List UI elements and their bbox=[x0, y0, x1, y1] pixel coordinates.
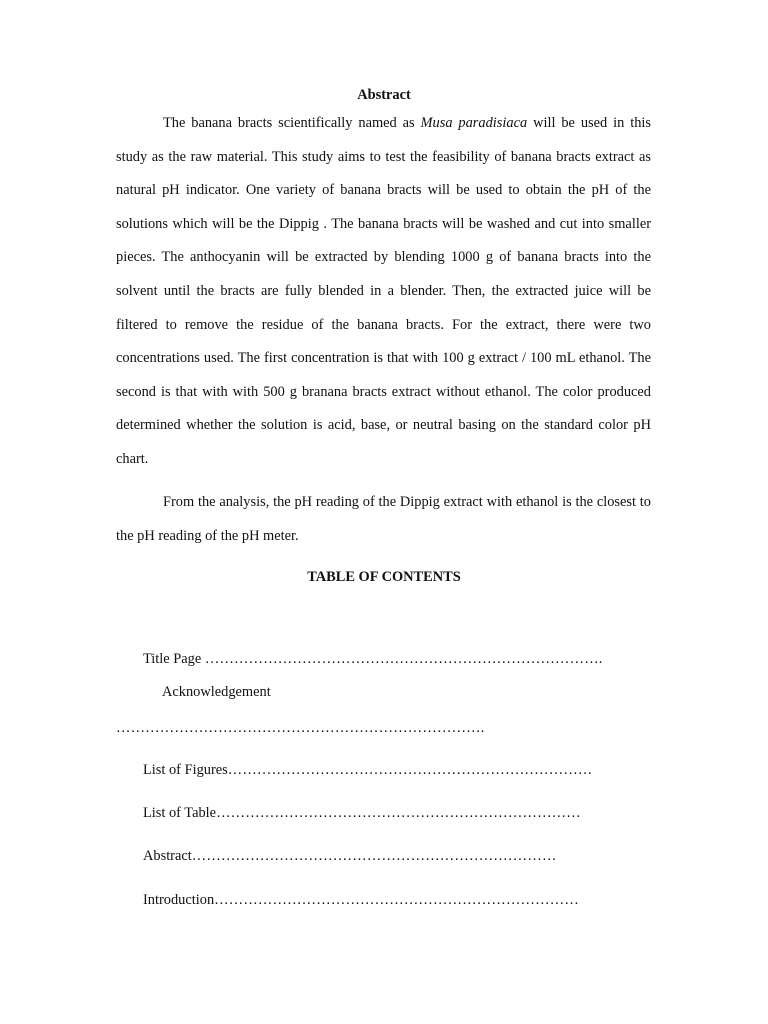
toc-entry-introduction bbox=[143, 892, 579, 909]
abstract-paragraph-2: From the analysis, the pH reading of the Dippig extract with ethanol is the closest to the pH reading of the pH meter. bbox=[116, 494, 651, 544]
toc-entry-title-page bbox=[143, 651, 603, 668]
abstract-heading: Abstract bbox=[357, 87, 411, 103]
toc-leader-dots: ………………………………………………………………… bbox=[191, 848, 557, 864]
toc-heading: TABLE OF CONTENTS bbox=[307, 569, 461, 585]
toc-leader-dots: ………………………………………………………………… bbox=[227, 762, 593, 778]
abstract-paragraph-1 bbox=[116, 107, 651, 477]
toc-entry-acknowledgement bbox=[162, 684, 271, 701]
toc-entry-label: Abstract bbox=[143, 848, 192, 864]
toc-leader-dots-acknowledgement: …………………………………………………………………. bbox=[116, 720, 485, 736]
toc-entry-abstract bbox=[143, 848, 557, 865]
toc-leader-dots: ………………………………………………………………………. bbox=[204, 651, 603, 667]
toc-leader-dots: ………………………………………………………………… bbox=[216, 805, 581, 821]
toc-entry-label: Title Page bbox=[143, 651, 202, 667]
toc-entry-label: Acknowledgement bbox=[162, 684, 271, 700]
toc-entry-label: Introduction bbox=[143, 892, 215, 908]
species-name: Musa paradisiaca bbox=[420, 115, 528, 131]
abstract-p1-text-rest: will be used in this study as the raw material. This study aims to test the feasibility of banana bracts extract as natural pH indicator. One variety of banana bracts will be used to obtain the pH of the solutions which will be the Dippig . The banana bracts will be washed and cut into smaller pieces. The anthocyanin will be extracted by blending 1000 g of banana bracts into the solvent until the bracts are fully blended in a blender. Then, the extracted juice will be filtered to remove the residue of the banana bracts. For the extract, there were two concentrations used. The first concentration is that with 100 g extract / 100 mL ethanol. The second is that with with 500 g branana bracts extract without ethanol. The color produced determined whether the solution is acid, base, or neutral basing on the standard color pH chart. bbox=[116, 115, 651, 467]
toc-entry-label: List of Figures bbox=[143, 762, 228, 778]
toc-leader-dots: ………………………………………………………………… bbox=[214, 892, 579, 908]
toc-entry-list-of-figures bbox=[143, 762, 593, 779]
toc-entry-label: List of Table bbox=[143, 805, 217, 821]
toc-entry-list-of-table bbox=[143, 805, 581, 822]
abstract-p1-text-start: The banana bracts scientifically named as bbox=[163, 115, 421, 131]
